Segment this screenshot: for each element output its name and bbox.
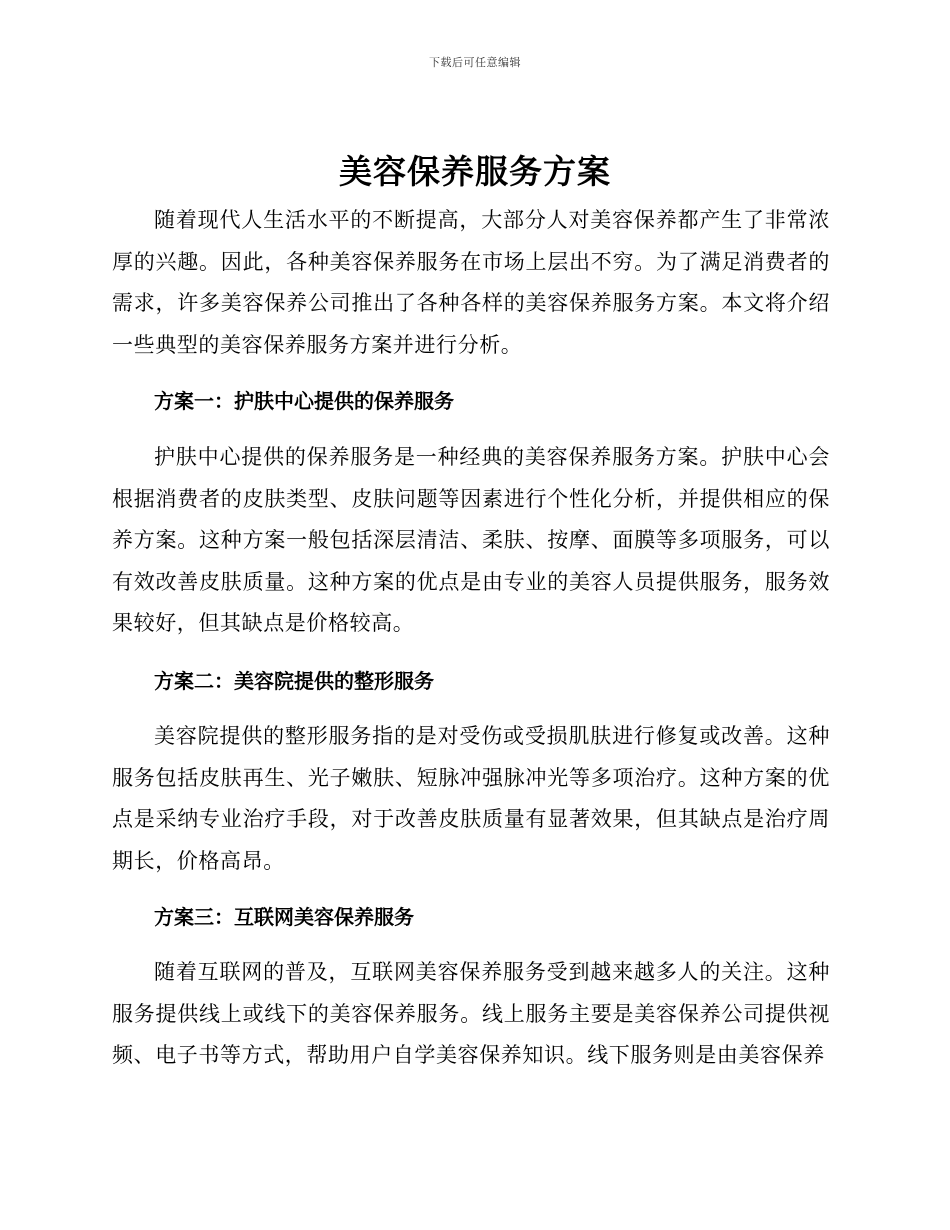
section-body-one: 护肤中心提供的保养服务是一种经典的美容保养服务方案。护肤中心会根据消费者的皮肤类型、皮肤问题等因素进行个性化分析，并提供相应的保养方案。这种方案一般包括深层清洁、柔肤、按摩、面膜等多项服务，可以有效改善皮肤质量。这种方案的优点是由专业的美容人员提供服务，服务效果较好，但其缺点是价格较高。 <box>112 445 830 635</box>
intro-paragraph: 随着现代人生活水平的不断提高，大部分人对美容保养都产生了非常浓厚的兴趣。因此，各种美容保养服务在市场上层出不穷。为了满足消费者的需求，许多美容保养公司推出了各种各样的美容保养服务方案。本文将介绍一些典型的美容保养服务方案并进行分析。 <box>112 208 830 357</box>
section-body-three: 随着互联网的普及，互联网美容保养服务受到越来越多人的关注。这种服务提供线上或线下的美容保养服务。线上服务主要是美容保养公司提供视频、电子书等方式，帮助用户自学美容保养知识。线下服务则是由美容保养 <box>112 960 830 1067</box>
document-title: 美容保养服务方案 <box>339 152 611 191</box>
section-heading-two: 方案二：美容院提供的整形服务 <box>154 669 434 693</box>
section-heading-one: 方案一：护肤中心提供的保养服务 <box>154 389 454 413</box>
section-heading-three: 方案三：互联网美容保养服务 <box>154 905 414 929</box>
header-note: 下载后可任意编辑 <box>429 56 521 69</box>
section-body-two: 美容院提供的整形服务指的是对受伤或受损肌肤进行修复或改善。这种服务包括皮肤再生、光子嫩肤、短脉冲强脉冲光等多项治疗。这种方案的优点是采纳专业治疗手段，对于改善皮肤质量有显著效果，但其缺点是治疗周期长，价格高昂。 <box>112 724 830 873</box>
